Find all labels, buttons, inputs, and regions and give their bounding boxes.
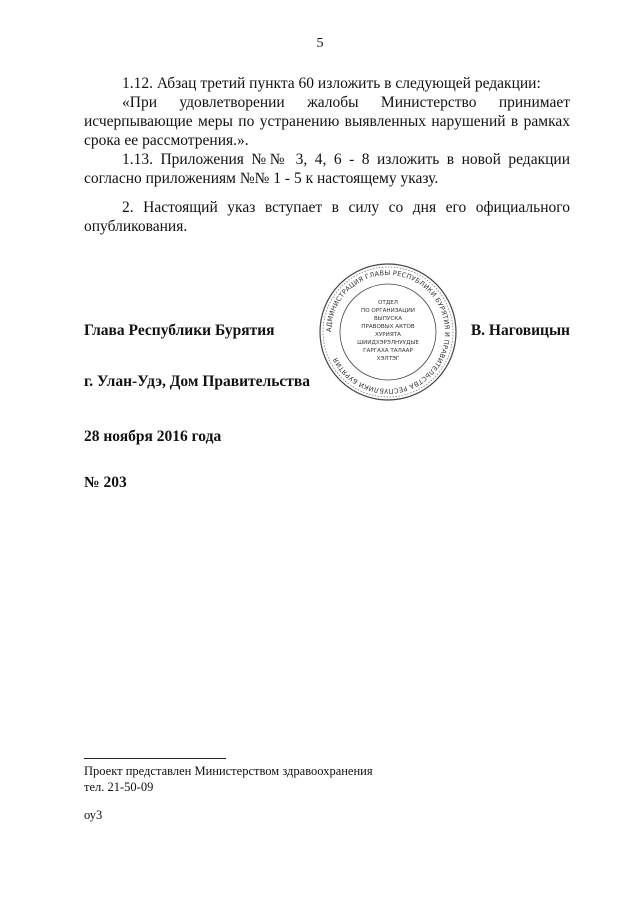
paragraph-1-13: 1.13. Приложения №№ 3, 4, 6 - 8 изложить в новой редакции согласно приложениям №№ 1 - 5 к настоящему указу. bbox=[84, 151, 570, 187]
seal-line: ГАРГАХА ТАЛААР bbox=[363, 348, 413, 354]
footer-phone: тел. 21-50-09 bbox=[84, 780, 154, 794]
footer-project-line: Проект представлен Министерством здравоохранения bbox=[84, 764, 373, 778]
page-number: 5 bbox=[316, 36, 324, 51]
seal-line: ХУРИЯТА bbox=[375, 332, 401, 338]
paragraph-2: 2. Настоящий указ вступает в силу со дня его официального опубликования. bbox=[84, 199, 570, 235]
paragraph-quote: «При удовлетворении жалобы Министерство принимает исчерпывающие меры по устранению выявленных нарушений в рамках срока ее рассмотрения.». bbox=[84, 94, 570, 149]
seal-line: ПРАВОВЫХ АКТОВ bbox=[361, 324, 415, 330]
document-date: 28 ноября 2016 года bbox=[84, 428, 222, 445]
seal-line: ПО ОРГАНИЗАЦИИ bbox=[361, 308, 415, 314]
document-number: № 203 bbox=[84, 474, 127, 491]
footer-code: оу3 bbox=[84, 808, 103, 822]
seal-line: ХЭЛТЭГ bbox=[376, 356, 400, 362]
place: г. Улан-Удэ, Дом Правительства bbox=[84, 373, 311, 390]
footnote-divider bbox=[84, 758, 226, 759]
seal-ring-text: АДМИНИСТРАЦИЯ ГЛАВЫ РЕСПУБЛИКИ БУРЯТИЯ И ПРАВИТЕЛЬСТВА РЕСПУБЛИКИ БУРЯТИЯ bbox=[324, 268, 452, 396]
seal-line: ВЫПУСКА bbox=[373, 316, 403, 322]
paragraph-1-12: 1.12. Абзац третий пункта 60 изложить в следующей редакции: bbox=[122, 75, 541, 92]
seal-line: ОТДЕЛ bbox=[378, 300, 398, 306]
official-seal bbox=[318, 262, 458, 402]
signatory-title: Глава Республики Бурятия bbox=[84, 322, 275, 339]
seal-line: ШИИДХЭРЭЛНУУДЫЕ bbox=[357, 340, 419, 346]
signatory-name: В. Наговицын bbox=[470, 322, 570, 339]
